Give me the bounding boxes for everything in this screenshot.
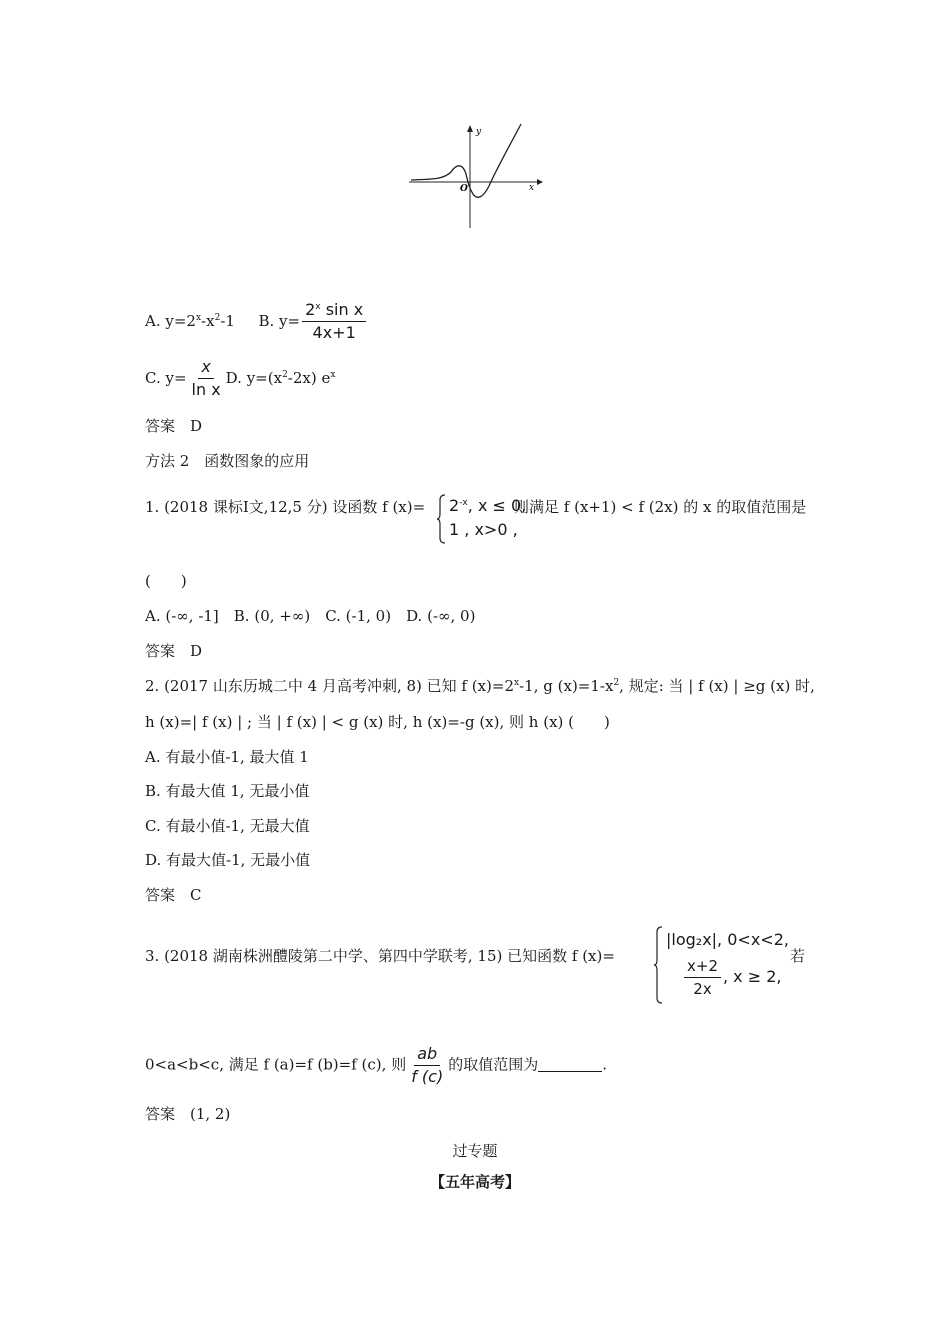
- q0-options-cd: [145, 357, 335, 400]
- section-title: 方法 2 函数图象的应用: [145, 452, 310, 470]
- q3-after: 若: [790, 947, 806, 965]
- q0-answer: 答案 D: [145, 417, 203, 435]
- footer-subtitle: 【五年高考】: [429, 1173, 520, 1191]
- x-axis-arrow: [537, 179, 543, 185]
- left-brace: [654, 926, 664, 1004]
- x-axis-label: x: [529, 183, 535, 193]
- q2-option-d: D. 有最大值-1, 无最小值: [145, 851, 311, 869]
- q0-option-c: C. y= $\frac{x}{\text{ln x}}$: [145, 369, 226, 387]
- q3-line-2: 0<a<b<c, 满足 f (a)=f (b)=f (c), 则 $\frac{ab}{f (c)}$ 的取值范围为 .: [145, 1044, 607, 1086]
- q2-option-b: B. 有最大值 1, 无最小值: [145, 782, 310, 800]
- q0-options-ab: [145, 300, 368, 343]
- q0-option-d: D. $y=(x^2-2x)$ $e^x$: [225, 368, 336, 387]
- function-graph: [405, 120, 545, 230]
- y-axis-label: y: [476, 127, 482, 137]
- q1-options: A. (-∞, -1] B. (0, +∞) C. (-1, 0) D. (-∞, 0): [145, 607, 476, 625]
- footer-title: 过专题: [452, 1142, 498, 1160]
- q1-stem-after: 则满足 f (x+1) < f (2x) 的 x 的取值范围是: [514, 498, 807, 516]
- q1-case-2: 1 , x>0 ,: [449, 520, 518, 539]
- q1-paren: ( ): [145, 572, 187, 590]
- q1-answer: 答案 D: [145, 642, 203, 660]
- q2-option-c: C. 有最小值-1, 无最大值: [145, 817, 310, 835]
- q3-piecewise: [654, 926, 794, 1004]
- option-b-fraction: $\frac{2^x \sin x}{4x+1}$: [302, 300, 366, 343]
- q1-case-1: $2^{-x}$, x ≤ 0,: [449, 496, 527, 515]
- q2-line-1: 2. (2017 山东历城二中 4 月高考冲刺, 8) 已知 f $(x)=2^x-1$, g $(x)=1-x^2$, 规定: 当 | f (x) | ≥g (x) 时,: [145, 677, 815, 695]
- q0-option-a: A. $y=2^x-x^2-1$: [145, 311, 235, 330]
- y-axis-arrow: [467, 125, 473, 132]
- left-brace: [437, 494, 447, 544]
- answer-blank: [538, 1071, 602, 1072]
- q2-answer: 答案 C: [145, 886, 202, 904]
- q2-option-a: A. 有最小值-1, 最大值 1: [145, 748, 309, 766]
- origin-label: O: [460, 184, 468, 194]
- q2-line-2: h (x)=| f (x) | ; 当 | f (x) | < g (x) 时, h (x)=-g (x), 则 h (x) ( ): [145, 713, 610, 731]
- q3-stem: 3. (2018 湖南株洲醴陵第二中学、第四中学联考, 15) 已知函数 f (x)=: [145, 947, 615, 965]
- q3-case-2-fraction: $\frac{x+2}{2x}$: [684, 956, 721, 999]
- option-c-fraction: $\frac{x}{\text{ln x}}$: [191, 357, 221, 399]
- q3-answer: 答案 (1, 2): [145, 1105, 231, 1123]
- q3-case-2: $\frac{x+2}{2x}$ , x ≥ 2,: [666, 956, 781, 999]
- q3-case-1: |log₂x|, 0<x<2,: [666, 930, 789, 949]
- q0-option-b: B. y= $\frac{2^x \sin x}{4x+1}$: [259, 312, 369, 330]
- q3-ab-fraction: $\frac{ab}{f (c)}$: [411, 1044, 444, 1086]
